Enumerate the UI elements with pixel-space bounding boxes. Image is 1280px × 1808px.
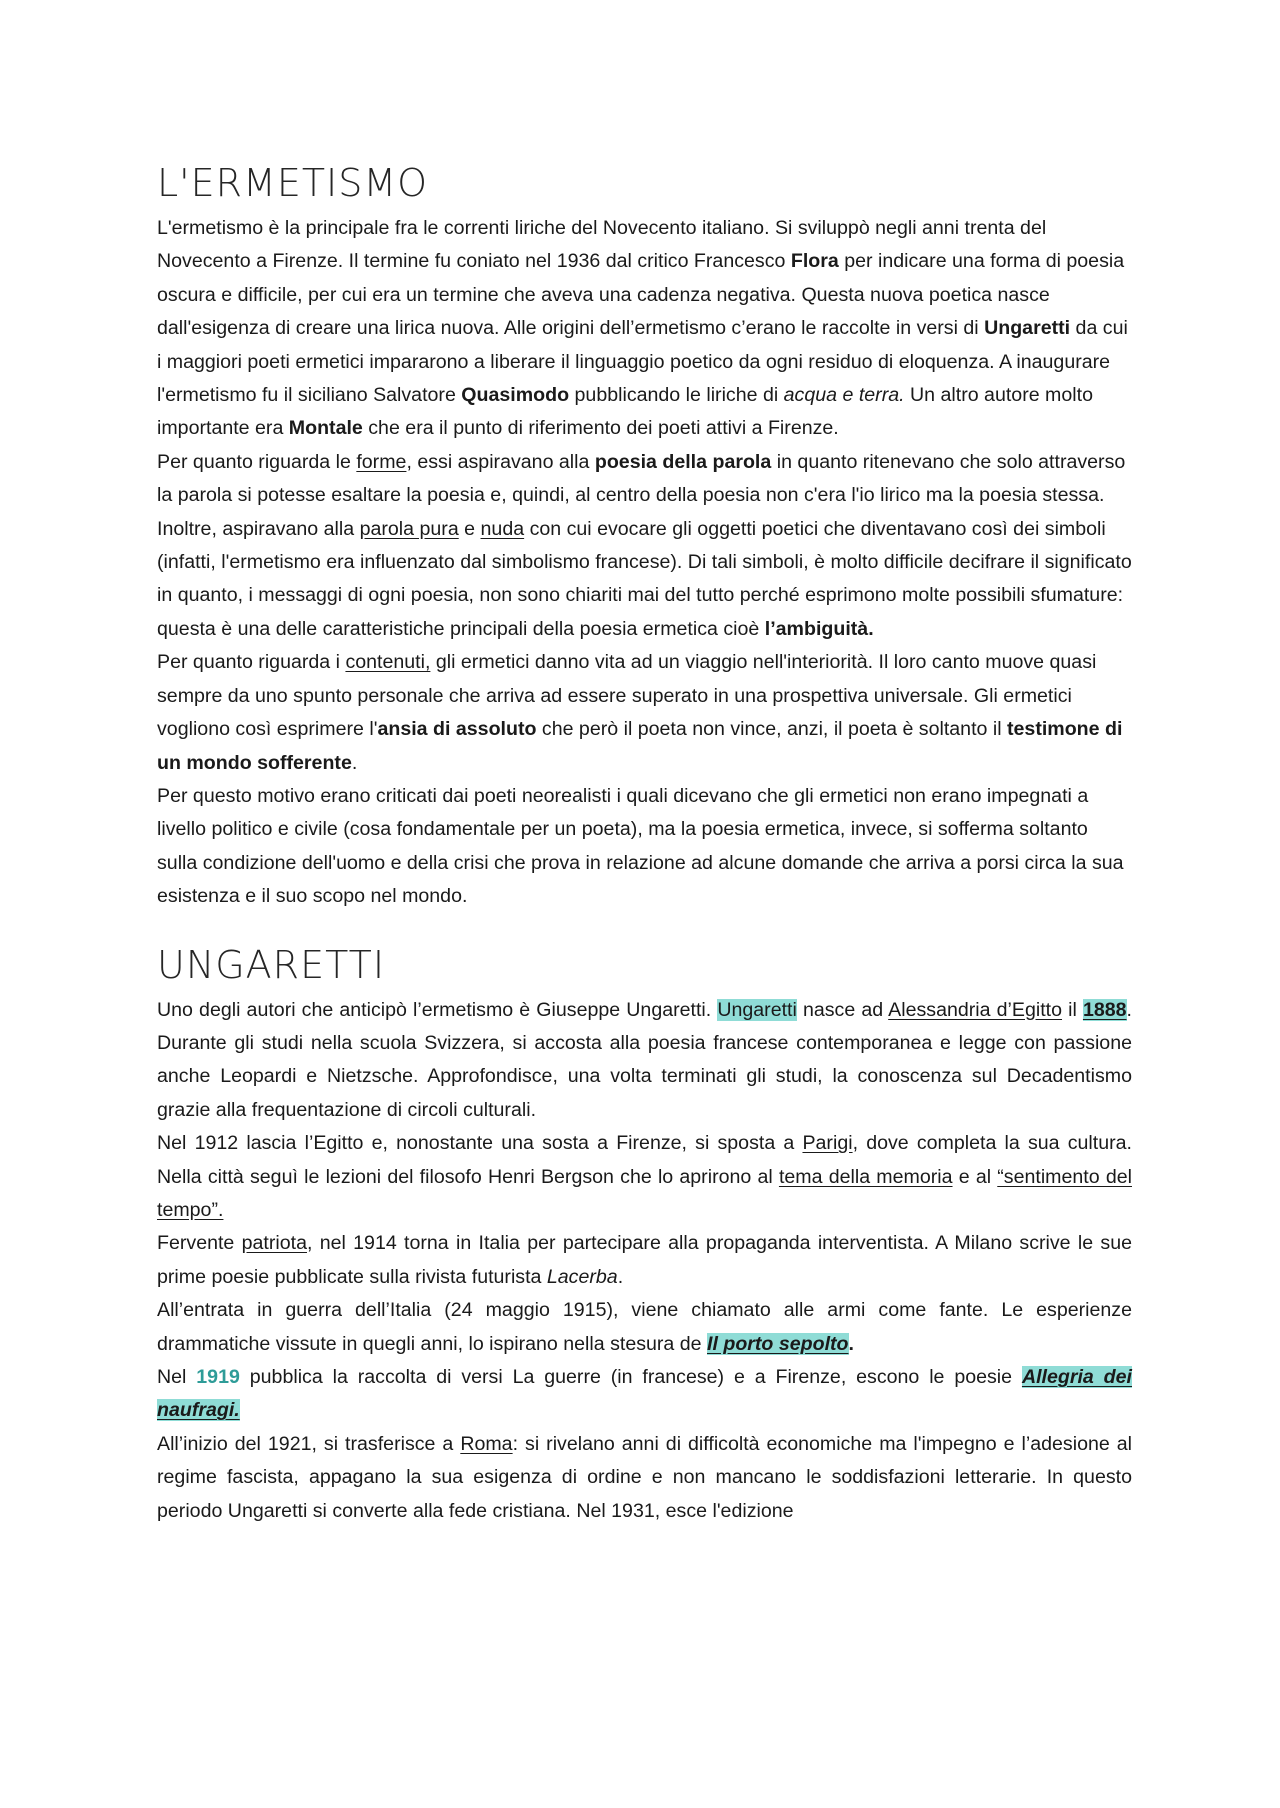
underline-forme: forme (356, 450, 407, 473)
underline-sentimento-del-tempo: “sentimento del tempo”. (157, 1165, 1132, 1221)
document-content (157, 160, 1132, 1528)
paragraph-guerra (157, 1294, 1132, 1361)
paragraph-1919 (157, 1361, 1132, 1428)
text-run: Per quanto riguarda i (157, 651, 346, 674)
paragraph-critiche: Per questo motivo erano criticati dai poeti neorealisti i quali dicevano che gli ermetici non erano impegnati a livello politico e civile (cosa fondamentale per un poeta), ma la poesia ermetica, invece, si sofferma soltanto sulla condizione dell'uomo e della crisi che prova in relazione ad alcune domande che arriva a porsi circa la sua esistenza e il suo scopo nel mondo. (157, 784, 1124, 908)
underline-roma: Roma (460, 1432, 513, 1455)
underline-nuda: nuda (480, 517, 525, 540)
underline-patriota: patriota (241, 1232, 307, 1255)
underline-parola-pura: parola pura (359, 517, 459, 540)
text-run: Uno degli autori che anticipò l’ermetismo è Giuseppe Ungaretti. (157, 998, 718, 1021)
paragraph-contenuti (157, 646, 1132, 780)
text-run: Per quanto riguarda le (157, 450, 357, 473)
paragraph-ermetismo-intro (157, 212, 1132, 446)
text-run: . (617, 1265, 624, 1288)
text-run: Un altro autore molto importante era (157, 384, 1093, 440)
paragraph-forme (157, 446, 1132, 646)
highlight-1888: 1888 (1082, 998, 1127, 1021)
text-run: pubblica la raccolta di versi La guerre (in francese) e a Firenze, escono le poesie (239, 1366, 1022, 1388)
underline-contenuti: contenuti, (345, 651, 431, 674)
text-run: . Durante gli studi nella scuola Svizzera, si accosta alla poesia francese contemporanea e legge con passione anche Leopardi e Nietzsche. Approfondisce, una volta terminati gli studi, la conoscenza sul Decadentismo grazie alla frequentazione di circoli culturali. (157, 998, 1132, 1121)
text-run: gli ermetici danno vita ad un viaggio nell'interiorità. Il loro canto muove quasi sempre da uno spunto personale che arriva ad essere superato in una prospettiva universale. Gli ermetici vogliono così esprimere l' (157, 651, 1097, 741)
heading-ermetismo: L'ERMETISMO (157, 161, 429, 205)
text-run: che però il poeta non vince, anzi, il poeta è soltanto il (536, 718, 1007, 741)
text-run: L'ermetismo è la principale fra le correnti liriche del Novecento italiano. Si sviluppò negli anni trenta del Novecento a Firenze. Il termine fu coniato nel 1936 dal critico Francesco (157, 217, 1047, 273)
text-run: in quanto ritenevano che solo attraverso la parola si potesse esaltare la poesia e, quindi, al centro della poesia non c'era l'io lirico ma la poesia stessa. Inoltre, aspiravano alla (157, 450, 1126, 540)
text-run: : si rivelano anni di difficoltà economiche ma l'impegno e l’adesione al regime fascista, appagano la sua esigenza di ordine e non mancano le soddisfazioni letterarie. In questo periodo Ungaretti si converte alla fede cristiana. Nel 1931, esce l'edizione (157, 1432, 1133, 1522)
bold-flora: Flora (790, 250, 839, 273)
text-run: e (458, 517, 481, 540)
text-run: . (351, 751, 358, 774)
bold-ungaretti: Ungaretti (984, 317, 1071, 340)
underline-alessandria: Alessandria d’Egitto (888, 998, 1063, 1021)
bold-ambiguita: l’ambiguità. (764, 617, 874, 640)
paragraph-parigi (157, 1127, 1132, 1227)
highlight-ungaretti: Ungaretti (717, 998, 797, 1021)
text-run: , essi aspiravano alla (406, 450, 595, 473)
text-run: All’entrata in guerra dell’Italia (24 maggio 1915), viene chiamato alle armi come fante. Le esperienze drammatiche vissute in quegli anni, lo ispirano nella stesura de (157, 1299, 1132, 1355)
highlight-il-porto-sepolto: Il porto sepolto (707, 1332, 849, 1355)
italic-lacerba: Lacerba (546, 1265, 618, 1288)
paragraph-roma (157, 1428, 1132, 1528)
text-run: Nel (157, 1366, 197, 1388)
text-run: da cui i maggiori poeti ermetici impararono a liberare il linguaggio poetico da ogni residuo di eloquenza. A inaugurare l'ermetismo fu il siciliano Salvatore (157, 317, 1128, 407)
underline-tema-della-memoria: tema della memoria (778, 1165, 953, 1188)
bold-testimone: testimone di un mondo sofferente (157, 718, 1123, 774)
paragraph-nascita (157, 994, 1132, 1128)
text-run: il (1062, 998, 1083, 1021)
text-run: , nel 1914 torna in Italia per partecipare alla propaganda interventista. A Milano scrive le sue prime poesie pubblicate sulla rivista futurista (157, 1232, 1132, 1288)
text-run: che era il punto di riferimento dei poeti attivi a Firenze. (362, 417, 839, 440)
text-run: , dove completa la sua cultura. Nella città seguì le lezioni del filosofo Henri Bergson che lo aprirono al (157, 1132, 1132, 1188)
bold-quasimodo: Quasimodo (461, 384, 570, 407)
highlight-allegria-dei-naufragi: Allegria dei naufragi. (157, 1366, 1132, 1422)
text-run: . (848, 1332, 854, 1355)
text-run: Fervente (157, 1232, 242, 1255)
text-run: e al (952, 1165, 998, 1188)
text-run: Nel 1912 lascia l’Egitto e, nonostante una sosta a Firenze, si sposta a (157, 1132, 803, 1155)
section-ungaretti (157, 994, 1132, 1529)
italic-acqua-e-terra: acqua e terra. (783, 384, 905, 407)
text-run: nasce ad (796, 998, 889, 1021)
underline-parigi: Parigi (802, 1132, 853, 1155)
text-run: pubblicando le liriche di (569, 384, 784, 407)
teal-1919: 1919 (196, 1366, 240, 1388)
paragraph-patriota (157, 1227, 1132, 1294)
bold-ansia-di-assoluto: ansia di assoluto (377, 718, 537, 741)
text-run: All’inizio del 1921, si trasferisce a (157, 1432, 461, 1455)
text-run: per indicare una forma di poesia oscura e difficile, per cui era un termine che aveva una cadenza negativa. Questa nuova poetica nasce dall'esigenza di creare una lirica nuova. Alle origini dell’ermetismo c’erano le raccolte in versi di (157, 250, 1125, 340)
heading-ungaretti: UNGARETTI (157, 942, 386, 987)
text-run: con cui evocare gli oggetti poetici che diventavano così dei simboli (infatti, l'ermetismo era influenzato dal simbolismo francese). Di tali simboli, è molto difficile decifrare il significato in quanto, i messaggi di ogni poesia, non sono chiariti mai del tutto perché esprimono molte possibili sfumature: questa è una delle caratteristiche principali della poesia ermetica cioè (157, 517, 1132, 640)
bold-montale: Montale (288, 417, 363, 440)
bold-poesia-della-parola: poesia della parola (594, 450, 772, 473)
